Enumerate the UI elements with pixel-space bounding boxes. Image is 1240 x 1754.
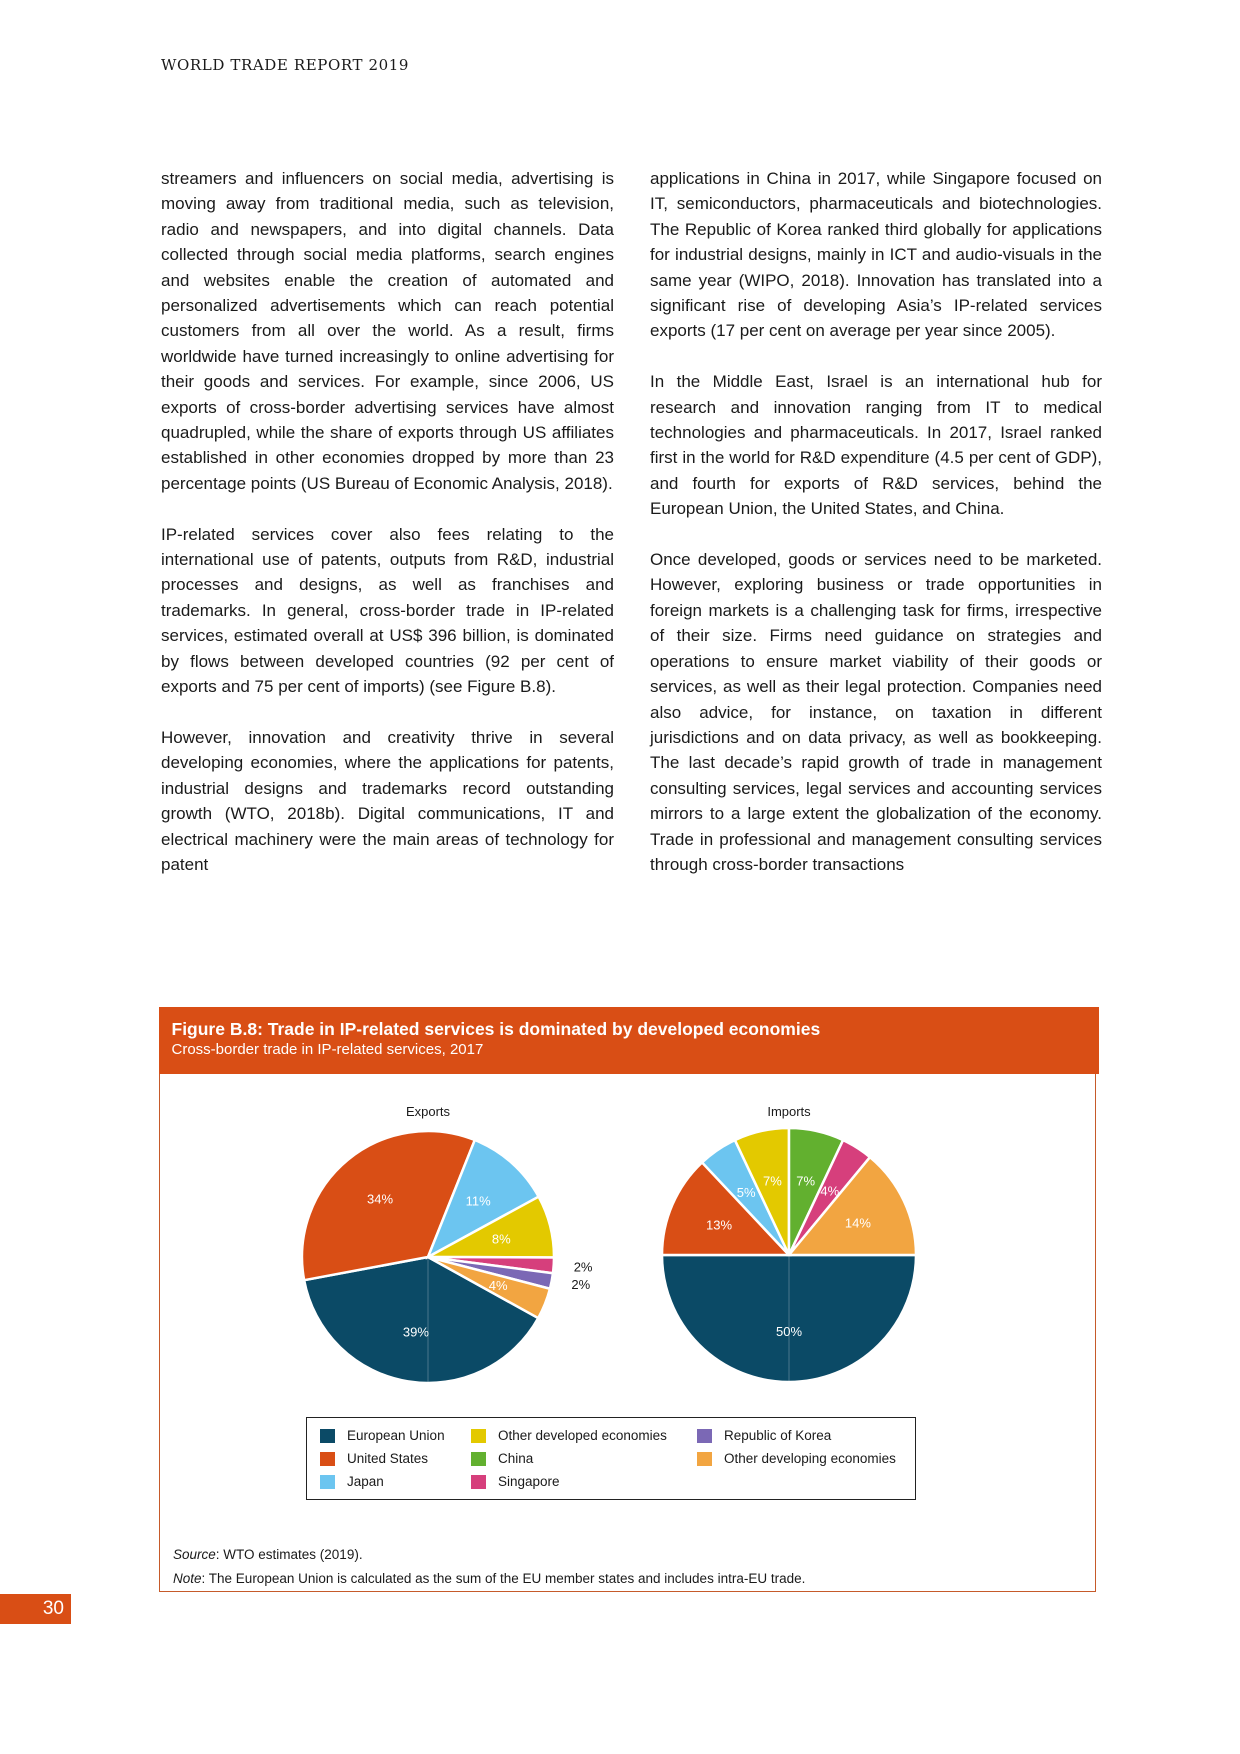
paragraph: applications in China in 2017, while Singapore focused on IT, semiconductors, pharmaceuticals and biotechnologies. The Republic of Korea ranked third globally for applications for industrial designs, mainly in ICT and audio-visuals in the same year (WIPO, 2018). Innovation has translated into a significant rise of developing Asia’s IP-related services exports (17 per cent on average per year since 2005).	[650, 169, 1102, 341]
paragraph: IP-related services cover also fees relating to the international use of patents, outputs from R&D, industrial processes and designs, as well as franchises and trademarks. In general, cross-border trade in IP-related services, estimated overall at US$ 396 billion, is dominated by flows between developed countries (92 per cent of exports and 75 per cent of imports) (see Figure B.8).	[161, 524, 614, 697]
svg-text:2%: 2%	[573, 1259, 593, 1275]
chart-legend	[306, 1417, 916, 1500]
paragraph: In the Middle East, Israel is an international hub for research and innovation ranging from IT to medical technologies and pharmaceuticals. In 2017, Israel ranked first in the world for R&D expenditure (4.5 per cent of GDP), and fourth for exports of R&D services, behind the European Union, the United States, and China.	[650, 372, 1102, 519]
svg-text:8%: 8%	[491, 1231, 511, 1247]
legend-swatch	[320, 1429, 335, 1443]
figure-title: Figure B.8: Trade in IP-related services is dominated by developed economies	[171, 1019, 821, 1039]
svg-text:4%: 4%	[488, 1278, 508, 1294]
svg-text:7%: 7%	[762, 1173, 782, 1189]
body-right-column	[650, 166, 1102, 903]
exports-chart-title: Exports	[405, 1104, 451, 1119]
legend-swatch	[471, 1429, 486, 1443]
legend-item-other-developing: Other developing economies	[697, 1451, 896, 1466]
svg-text:50%: 50%	[775, 1324, 803, 1340]
pie-charts	[160, 1007, 1097, 1417]
figure-b8	[159, 1007, 1096, 1592]
imports-pie-chart	[662, 1128, 916, 1382]
legend-swatch	[471, 1452, 486, 1466]
svg-text:39%: 39%	[402, 1324, 429, 1340]
paragraph: streamers and influencers on social media, advertising is moving away from traditional media, such as television, radio and newspapers, and into digital channels. Data collected through social media platforms, search engines and websites enable the creation of automated and personalized advertisements which can reach potential customers from all over the world. As a result, firms worldwide have turned increasingly to online advertising for their goods and services. For example, since 2006, US exports of cross-border advertising services have almost quadrupled, while the share of exports through US affiliates established in other economies dropped by more than 23 percentage points (US Bureau of Economic Analysis, 2018).	[161, 169, 614, 493]
paragraph: Once developed, goods or services need to be marketed. However, exploring business or trade opportunities in foreign markets is a challenging task for firms, irrespective of their size. Firms need guidance on strategies and operations to ensure market viability of their goods or services, as well as their legal protection. Companies need also advice, for instance, on taxation in different jurisdictions and on data privacy, as well as bookkeeping. The last decade’s rapid growth of trade in management consulting services, legal services and accounting services mirrors to a large extent the globalization of the economy. Trade in professional and management consulting services through cross-border transactions	[650, 550, 1102, 874]
legend-swatch	[320, 1475, 335, 1489]
legend-swatch	[320, 1452, 335, 1466]
legend-swatch	[471, 1475, 486, 1489]
svg-text:14%: 14%	[844, 1215, 871, 1231]
svg-text:34%: 34%	[366, 1191, 394, 1207]
svg-text:11%: 11%	[465, 1193, 491, 1209]
legend-item-other-developed: Other developed economies	[471, 1428, 667, 1443]
legend-item-european-union: European Union	[320, 1428, 445, 1443]
svg-text:2%: 2%	[571, 1277, 591, 1293]
exports-pie-chart	[302, 1131, 593, 1383]
legend-item-singapore: Singapore	[471, 1474, 560, 1489]
body-left-column	[161, 166, 614, 903]
figure-subtitle: Cross-border trade in IP-related services, 2017	[171, 1041, 484, 1058]
svg-text:4%: 4%	[820, 1183, 840, 1199]
figure-source: Source: WTO estimates (2019).	[173, 1547, 363, 1562]
legend-item-republic-of-korea: Republic of Korea	[697, 1428, 831, 1443]
legend-item-united-states: United States	[320, 1451, 428, 1466]
svg-text:13%: 13%	[706, 1217, 733, 1233]
svg-text:7%: 7%	[796, 1173, 816, 1189]
svg-text:5%: 5%	[736, 1184, 756, 1200]
paragraph: However, innovation and creativity thrive in several developing economies, where the applications for patents, industrial designs and trademarks record outstanding growth (WTO, 2018b). Digital communications, IT and electrical machinery were the main areas of technology for patent	[161, 727, 614, 874]
legend-item-china: China	[471, 1451, 533, 1466]
running-head: WORLD TRADE REPORT 2019	[161, 56, 410, 74]
page-number: 30	[0, 1594, 71, 1624]
legend-swatch	[697, 1429, 712, 1443]
figure-note: Note: The European Union is calculated as the sum of the EU member states and includes intra-EU trade.	[173, 1571, 806, 1586]
legend-item-japan: Japan	[320, 1474, 384, 1489]
imports-chart-title: Imports	[767, 1104, 811, 1119]
legend-swatch	[697, 1452, 712, 1466]
